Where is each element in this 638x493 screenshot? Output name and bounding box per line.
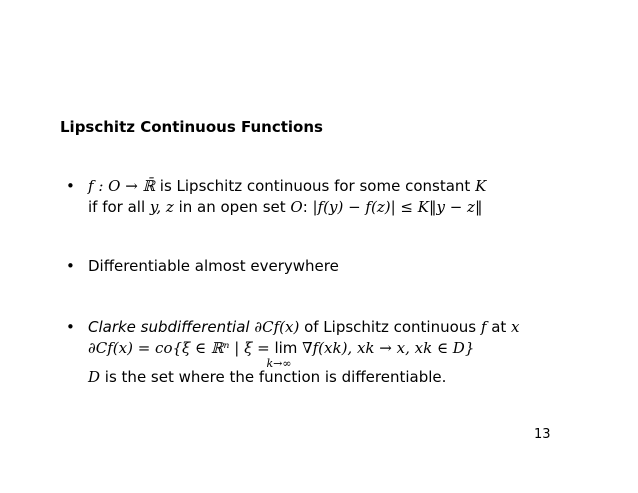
text: : xyxy=(302,198,313,216)
bullet-line xyxy=(66,367,520,388)
math-set: O xyxy=(290,198,303,216)
bullet-dot-icon: • xyxy=(66,318,75,336)
bullet-line xyxy=(66,176,486,197)
page-number: 13 xyxy=(534,427,551,442)
text: of Lipschitz continuous xyxy=(299,318,481,336)
math-D: D xyxy=(88,368,101,386)
text: in an open set xyxy=(173,198,291,216)
limit-subscript: k→∞ xyxy=(266,357,292,370)
text: if for all xyxy=(88,198,150,216)
bullet-dot-icon: • xyxy=(66,177,75,195)
bullet-lipschitz-definition xyxy=(66,176,486,218)
limit-operator: lim xyxy=(274,339,298,357)
math-formula-b: ∇f(xk), xk → x, xk ∈ D} xyxy=(297,339,475,357)
bullet-dot-icon: • xyxy=(66,257,75,275)
bullet-line xyxy=(66,317,520,338)
math-mapping: f : O → ℝ̄ xyxy=(88,177,156,195)
bullet-differentiable xyxy=(66,256,339,277)
text: is Lipschitz continuous for some constant xyxy=(155,177,476,195)
term: Clarke subdifferential xyxy=(88,318,250,336)
text: Differentiable almost everywhere xyxy=(88,257,339,275)
math-limit xyxy=(266,338,298,370)
text: at xyxy=(486,318,512,336)
math-x: x xyxy=(511,318,520,336)
math-inequality: |f(y) − f(z)| ≤ K‖y − z‖ xyxy=(312,198,483,216)
math-subdifferential: ∂Cf(x) xyxy=(249,318,300,336)
math-f: f xyxy=(480,318,487,336)
math-constant: K xyxy=(475,177,487,195)
math-vars: y, z xyxy=(149,198,174,216)
text: is the set where the function is differentiable. xyxy=(100,368,447,386)
math-formula-a: ∂Cf(x) = co{ξ ∈ ℝⁿ | ξ = xyxy=(88,339,275,357)
bullet-clarke-subdifferential xyxy=(66,317,520,388)
bullet-line-formula xyxy=(66,338,520,370)
bullet-line xyxy=(66,197,486,218)
slide-title: Lipschitz Continuous Functions xyxy=(60,118,323,136)
